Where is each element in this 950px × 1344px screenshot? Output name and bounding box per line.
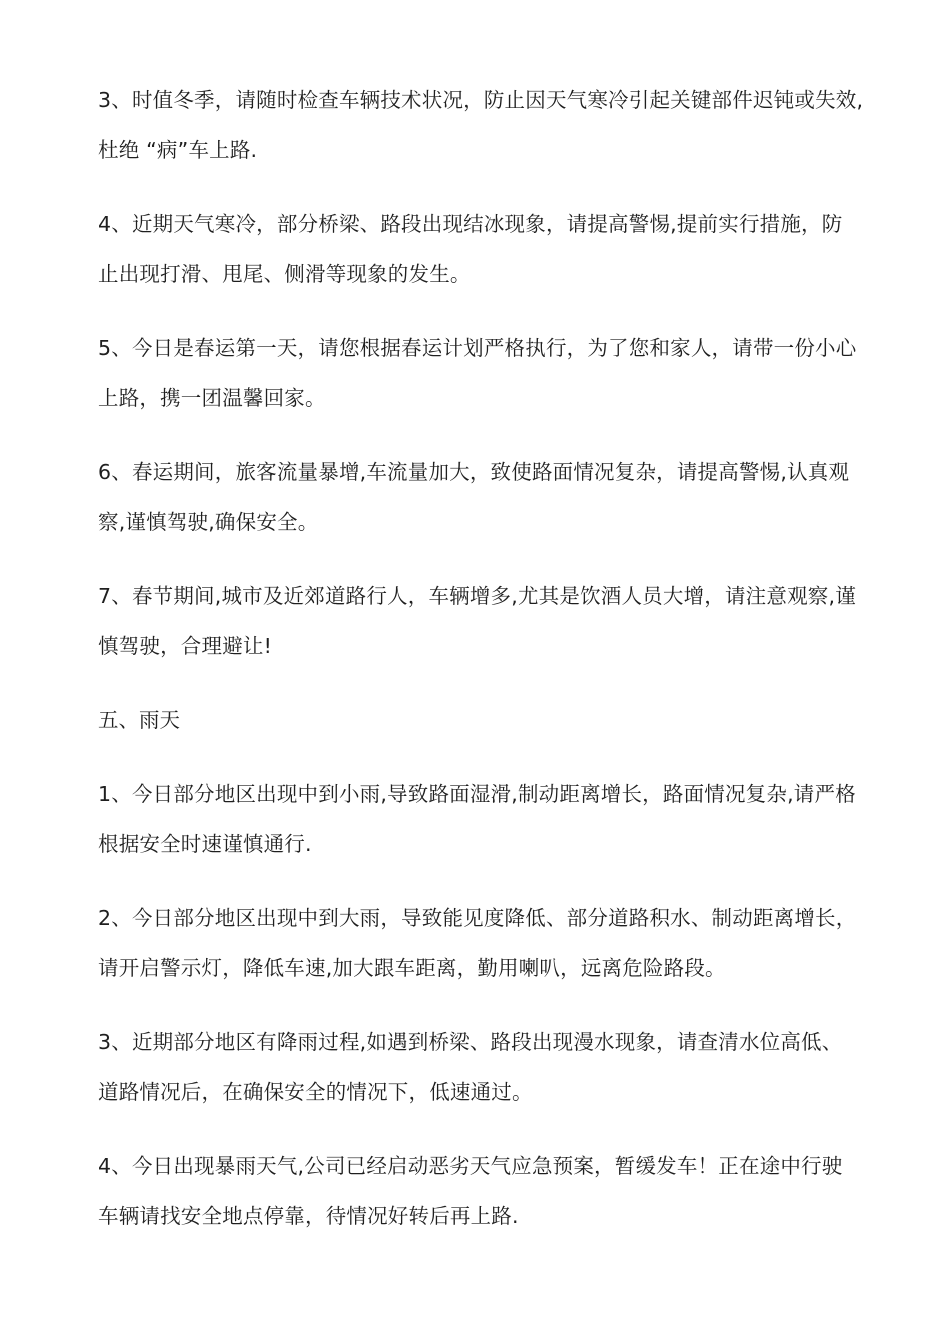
paragraph-item-5 <box>98 323 868 423</box>
paragraph-line: 慎驾驶，合理避让! <box>98 634 273 658</box>
paragraph-rain-item-2 <box>98 893 868 993</box>
paragraph-line: 请开启警示灯，降低车速,加大跟车距离，勤用喇叭，远离危险路段。 <box>98 956 726 980</box>
paragraph-rain-item-4 <box>98 1141 868 1241</box>
paragraph-item-4 <box>98 199 868 299</box>
paragraph-line: 车辆请找安全地点停靠，待情况好转后再上路. <box>98 1204 519 1228</box>
paragraph-rain-item-1 <box>98 769 868 869</box>
paragraph-line: 2、今日部分地区出现中到大雨，导致能见度降低、部分道路积水、制动距离增长， <box>98 906 857 930</box>
section-heading-rainy: 五、雨天 <box>98 708 180 732</box>
paragraph-line: 6、春运期间，旅客流量暴增,车流量加大，致使路面情况复杂，请提高警惕,认真观 <box>98 460 850 484</box>
paragraph-line: 4、近期天气寒冷，部分桥梁、路段出现结冰现象，请提高警惕,提前实行措施，防 <box>98 212 843 236</box>
paragraph-line: 根据安全时速谨慎通行. <box>98 832 312 856</box>
paragraph-line: 3、时值冬季，请随时检查车辆技术状况，防止因天气寒冷引起关键部件迟钝或失效, <box>98 88 864 112</box>
paragraph-line: 7、春节期间,城市及近郊道路行人，车辆增多,尤其是饮酒人员大增，请注意观察,谨 <box>98 584 856 608</box>
paragraph-line: 4、今日出现暴雨天气,公司已经启动恶劣天气应急预案，暂缓发车！正在途中行驶 <box>98 1154 843 1178</box>
paragraph-item-6 <box>98 447 868 547</box>
paragraph-item-7 <box>98 571 868 671</box>
paragraph-line: 道路情况后，在确保安全的情况下，低速通过。 <box>98 1080 533 1104</box>
paragraph-line: 1、今日部分地区出现中到小雨,导致路面湿滑,制动距离增长，路面情况复杂,请严格 <box>98 782 856 806</box>
paragraph-line: 杜绝 “病”车上路. <box>98 138 258 162</box>
paragraph-line: 上路，携一团温馨回家。 <box>98 386 326 410</box>
paragraph-line: 3、近期部分地区有降雨过程,如遇到桥梁、路段出现漫水现象，请查清水位高低、 <box>98 1030 843 1054</box>
paragraph-line: 5、今日是春运第一天，请您根据春运计划严格执行，为了您和家人，请带一份小心 <box>98 336 857 360</box>
paragraph-line: 止出现打滑、甩尾、侧滑等现象的发生。 <box>98 262 471 286</box>
paragraph-rain-item-3 <box>98 1017 868 1117</box>
paragraph-item-3 <box>98 75 868 175</box>
paragraph-line: 察,谨慎驾驶,确保安全。 <box>98 510 319 534</box>
document-page <box>98 75 868 1265</box>
